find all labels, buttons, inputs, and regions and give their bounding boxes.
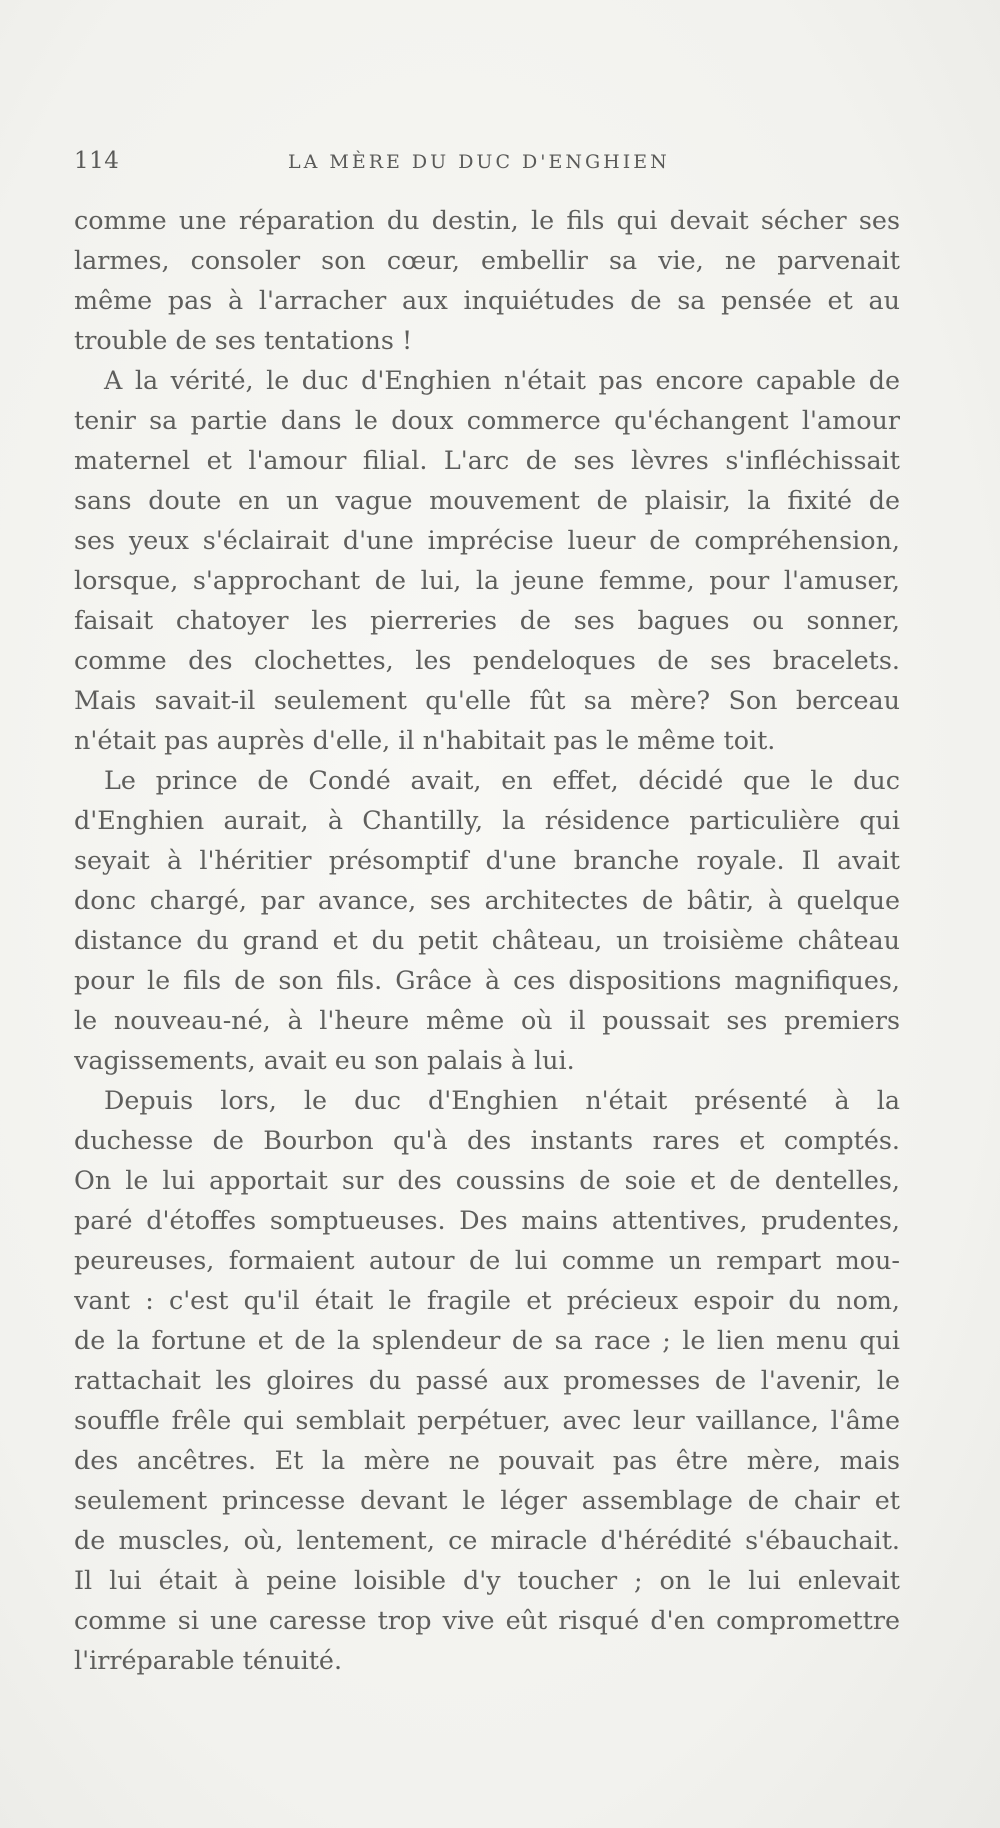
text-line: pour le fils de son fils. Grâce à ces dispositions magnifiques, [74,965,900,995]
running-title: LA MÈRE DU DUC D'ENGHIEN [288,151,670,173]
text-line: sans doute en un vague mouvement de plaisir, la fixité de [74,485,900,515]
text-line: Il lui était à peine loisible d'y toucher ; on le lui enlevait [74,1565,900,1595]
page-number: 114 [74,148,120,174]
text-line: comme des clochettes, les pendeloques de ses bracelets. [74,645,900,675]
running-head [74,148,900,184]
text-line: tenir sa partie dans le doux commerce qu'échangent l'amour [74,405,900,435]
text-line: distance du grand et du petit château, un troisième château [74,925,900,955]
text-line: n'était pas auprès d'elle, il n'habitait pas le même toit. [74,725,776,755]
text-line: peureuses, formaient autour de lui comme un rempart mou- [74,1245,900,1275]
paragraph [74,360,900,760]
text-line: souffle frêle qui semblait perpétuer, avec leur vaillance, l'âme [74,1405,900,1435]
text-line: paré d'étoffes somptueuses. Des mains attentives, prudentes, [74,1205,900,1235]
text-line: maternel et l'amour filial. L'arc de ses lèvres s'infléchissait [74,445,900,475]
paragraph [74,760,900,1080]
text-line: seulement princesse devant le léger assemblage de chair et [74,1485,900,1515]
body-text [74,200,900,1680]
text-line: ses yeux s'éclairait d'une imprécise lueur de compréhension, [74,525,900,555]
text-line: rattachait les gloires du passé aux promesses de l'avenir, le [74,1365,900,1395]
text-line: faisait chatoyer les pierreries de ses bagues ou sonner, [74,605,900,635]
text-line: de muscles, où, lentement, ce miracle d'hérédité s'ébauchait. [74,1525,900,1555]
paragraph [74,1080,900,1680]
paragraph [74,200,900,360]
text-line: le nouveau-né, à l'heure même où il poussait ses premiers [74,1005,900,1035]
text-line: comme si une caresse trop vive eût risqué d'en compromettre [74,1605,900,1635]
text-line: Mais savait-il seulement qu'elle fût sa mère? Son berceau [74,685,900,715]
text-line: comme une réparation du destin, le fils qui devait sécher ses [74,205,900,235]
text-line: larmes, consoler son cœur, embellir sa vie, ne parvenait [74,245,900,275]
text-line: A la vérité, le duc d'Enghien n'était pas encore capable de [104,365,900,395]
text-line: d'Enghien aurait, à Chantilly, la résidence particulière qui [74,805,900,835]
text-line: On le lui apportait sur des coussins de soie et de dentelles, [74,1165,900,1195]
text-line: vagissements, avait eu son palais à lui. [74,1045,575,1075]
text-line: de la fortune et de la splendeur de sa race ; le lien menu qui [74,1325,900,1355]
text-line: donc chargé, par avance, ses architectes de bâtir, à quelque [74,885,900,915]
text-line: lorsque, s'approchant de lui, la jeune femme, pour l'amuser, [74,565,900,595]
text-line: même pas à l'arracher aux inquiétudes de sa pensée et au [74,285,900,315]
text-line: vant : c'est qu'il était le fragile et précieux espoir du nom, [74,1285,900,1315]
text-line: des ancêtres. Et la mère ne pouvait pas être mère, mais [74,1445,900,1475]
text-line: Depuis lors, le duc d'Enghien n'était présenté à la [104,1085,900,1115]
text-line: Le prince de Condé avait, en effet, décidé que le duc [104,765,900,795]
text-line: seyait à l'héritier présomptif d'une branche royale. Il avait [74,845,900,875]
text-line: trouble de ses tentations ! [74,325,413,355]
text-line: l'irréparable ténuité. [74,1645,343,1675]
text-line: duchesse de Bourbon qu'à des instants rares et comptés. [74,1125,900,1155]
